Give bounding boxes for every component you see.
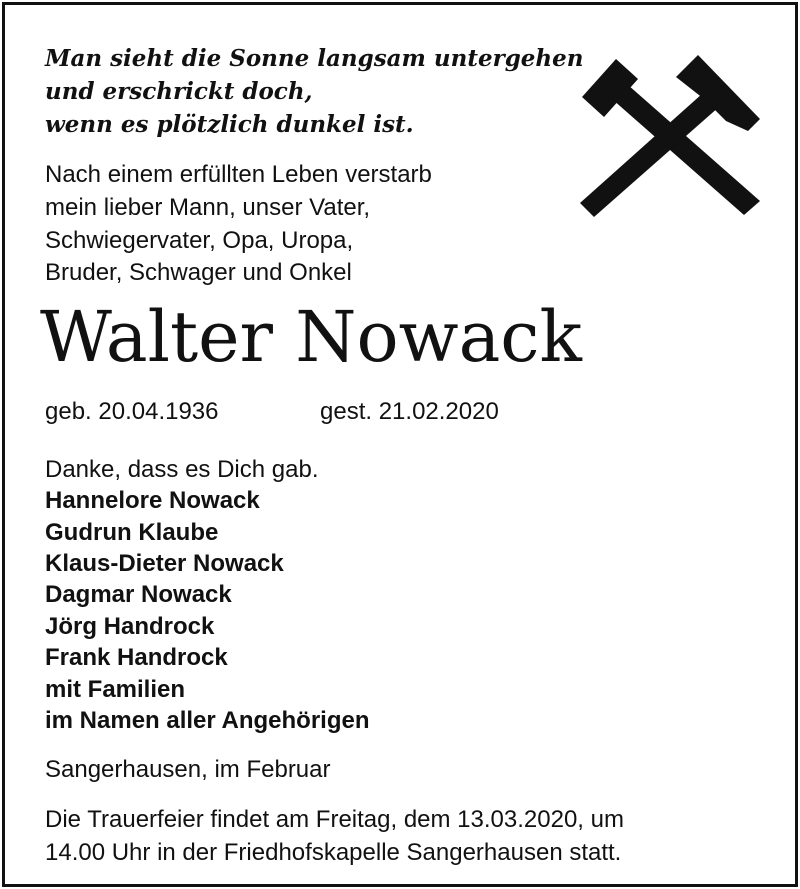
mourner-2: Gudrun Klaube (45, 519, 219, 546)
funeral-line-2: 14.00 Uhr in der Friedhofskapelle Sangerhausen statt. (45, 839, 622, 866)
intro-line-4: Bruder, Schwager und Onkel (45, 259, 352, 286)
deceased-name: Walter Nowack (40, 296, 582, 378)
quote-line-1: Man sieht die Sonne langsam untergehen (45, 45, 584, 72)
hammer-and-pick-icon (576, 55, 760, 217)
thanks-line: Danke, dass es Dich gab. (45, 456, 319, 483)
mourner-1: Hannelore Nowack (45, 487, 260, 514)
quote-line-2: und erschrickt doch, (45, 78, 313, 105)
mourner-7: mit Familien (45, 676, 186, 703)
intro-line-3: Schwiegervater, Opa, Uropa, (45, 227, 354, 254)
death-date: gest. 21.02.2020 (320, 398, 499, 425)
quote-line-3: wenn es plötzlich dunkel ist. (45, 111, 414, 138)
funeral-line-1: Die Trauerfeier findet am Freitag, dem 13.03.2020, um (45, 806, 624, 833)
mourner-8: im Namen aller Angehörigen (45, 707, 370, 734)
place-date: Sangerhausen, im Februar (45, 756, 331, 783)
mourner-3: Klaus-Dieter Nowack (45, 550, 284, 577)
mourner-6: Frank Handrock (45, 644, 228, 671)
birth-date: geb. 20.04.1936 (45, 398, 219, 425)
life-dates (45, 398, 499, 426)
mourner-5: Jörg Handrock (45, 613, 215, 640)
mourner-4: Dagmar Nowack (45, 581, 232, 608)
intro-line-1: Nach einem erfüllten Leben verstarb (45, 161, 432, 188)
intro-line-2: mein lieber Mann, unser Vater, (45, 194, 371, 221)
